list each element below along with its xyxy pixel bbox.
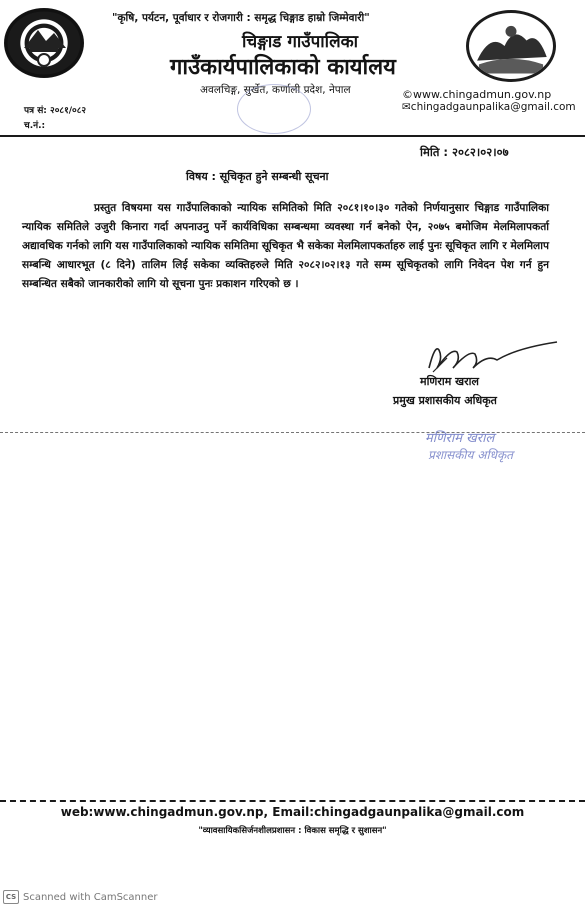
scanner-watermark [3, 890, 158, 904]
signatory-title: प्रमुख प्रशासकीय अधिकृत [393, 394, 497, 407]
dispatch-number: च.नं.: [24, 121, 46, 131]
footer-slogan: "व्यावसायिकसिर्जनशीलप्रशासन : विकास समृद्धि र सुशासन" [198, 826, 387, 836]
footer-divider [0, 800, 585, 802]
letterhead-website: ©www.chingadmun.gov.np [402, 88, 552, 101]
stamp-title: प्रशासकीय अधिकृत [428, 448, 514, 462]
municipality-logo [466, 10, 556, 82]
reference-number: पत्र सं: २०८१/०८२ [24, 106, 87, 116]
signatory-name: मणिराम खराल [420, 375, 479, 388]
office-title: गाउँकार्यपालिकाको कार्यालय [170, 55, 396, 80]
letterhead-email: ✉chingadgaunpalika@gmail.com [402, 101, 576, 113]
letterhead-motto: "कृषि, पर्यटन, पूर्वाधार र रोजगारी : समृद्ध चिङ्गाड हाम्रो जिम्मेवारी" [112, 12, 370, 24]
scanner-label: Scanned with CamScanner [23, 891, 158, 903]
office-seal-stamp [237, 84, 311, 134]
camscanner-icon: CS [3, 890, 19, 904]
page-fold-line [0, 432, 585, 433]
letter-date: मिति : २०८२।०२।०७ [420, 145, 509, 159]
handwritten-signature [417, 338, 567, 378]
letter-subject: विषय : सूचिकृत हुने सम्बन्धी सूचना [186, 170, 329, 183]
stamp-name: मणिराम खराल [425, 431, 495, 446]
municipality-name: चिङ्गाड गाउँपालिका [241, 32, 359, 52]
office-address: अवलचिङ्ग, सुर्खेत, कर्णाली प्रदेश, नेपाल [200, 84, 351, 96]
footer-contact: web:www.chingadmun.gov.np, Email:chingadgaunpalika@gmail.com [60, 805, 525, 819]
letter-body: प्रस्तुत विषयमा यस गाउँपालिकाको न्यायिक समितिको मिति २०८१।१०।३० गतेको निर्णयानुसार चिङ्गाड गाउँपालिका न्यायिक समितिले उजुरी किनारा गर्दा अपनाउनु पर्ने कार्यविधिका सम्बन्धमा व्यवस्था गर्न बनेको ऐन, २०७५ बमोजिम मेलमिलापकर्ता अद्यावधिक गर्नको लागि यस गाउँपालिकाको न्यायिक समितिमा सूचिकृत भै सकेका मेलमिलापकर्ताहरु लाई पुनः सूचिकृत लागि र मेलमिलाप सम्बन्धि आधारभूत (८ दिने) तालिम लिई सकेका व्यक्तिहरुले मिति २०८२।०२।१३ गते सम्म सूचिकृतको लागि निवेदन पेश गर्न हुन सम्बन्धित सबैको जानकारीको लागि यो सूचना पुनः प्रकाशन गरिएको छ । [22, 202, 549, 290]
header-divider [0, 135, 585, 137]
government-emblem-logo [4, 8, 84, 78]
